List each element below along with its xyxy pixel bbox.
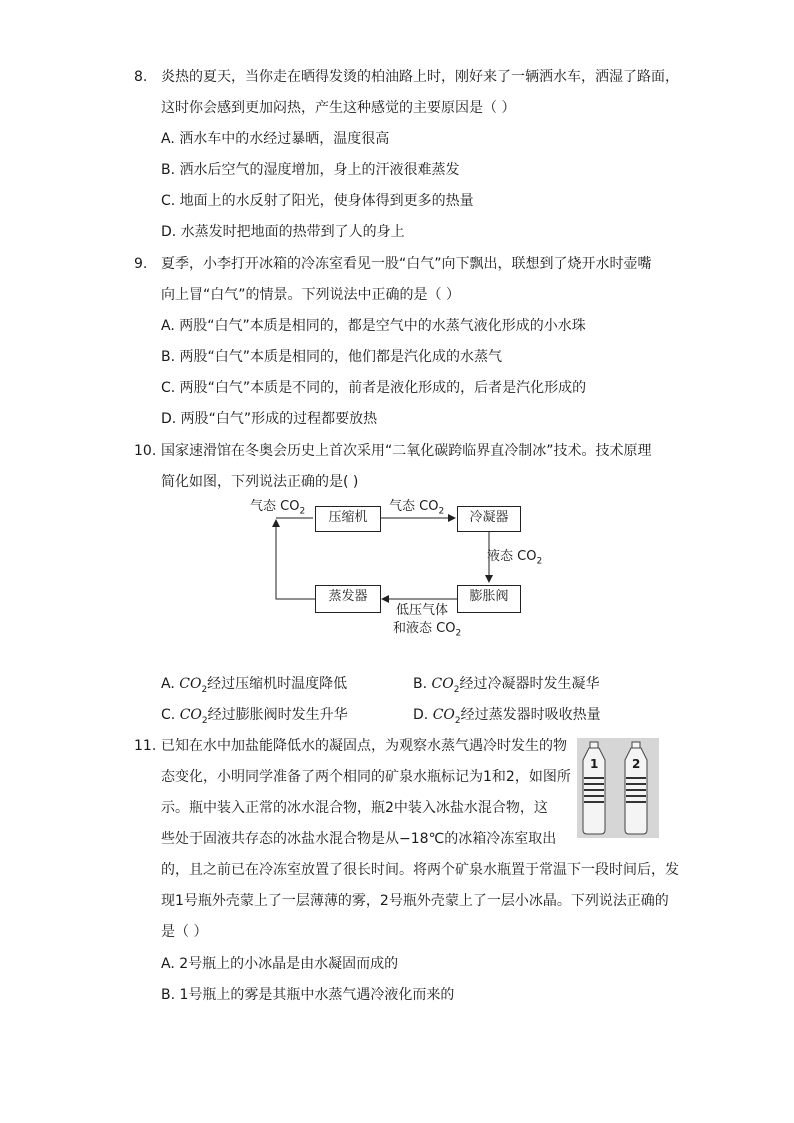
bottle-1: [583, 742, 605, 834]
condenser-box: 冷凝器: [457, 506, 521, 532]
question-8-option-b: B. 洒水后空气的湿度增加，身上的汗液很难蒸发: [161, 162, 460, 178]
question-10-option-b: B. $CO_2$经过冷凝器时发生凝华: [413, 676, 600, 695]
evaporator-box: 蒸发器: [315, 585, 381, 613]
bottles-drawing: [577, 738, 659, 838]
label-liquid-co2: 液态 $CO_2$: [487, 549, 543, 567]
question-9-stem-line1: 夏季，小李打开冰箱的冷冻室看见一股“白气”向下飘出，联想到了烧开水时壶嘴: [161, 256, 652, 272]
label-gaseous-co2: 气态 $CO_2$: [389, 499, 445, 517]
question-9-option-b: B. 两股“白气”本质是相同的，他们都是汽化成的水蒸气: [161, 349, 503, 365]
question-8-option-a: A. 洒水车中的水经过暴晒，温度很高: [161, 131, 390, 147]
question-11-stem-line5: 的，且之前已在冷冻室放置了很长时间。将两个矿泉水瓶置于常温下一段时间后，发: [161, 862, 679, 878]
question-10-option-c: C. $CO_2$经过膨胀阀时发生升华: [161, 707, 348, 726]
question-11-option-a: A. 2号瓶上的小冰晶是由水凝固而成的: [161, 956, 399, 972]
question-9-option-d: D. 两股“白气”形成的过程都要放热: [161, 411, 378, 427]
question-8-option-c: C. 地面上的水反射了阳光，使身体得到更多的热量: [161, 193, 474, 209]
question-8-stem-line1: 炎热的夏天，当你走在晒得发烫的柏油路上时，刚好来了一辆洒水车，洒湿了路面，: [161, 69, 679, 85]
bottle-1-label: 1: [590, 757, 599, 771]
label-gaseous-co2-inlet: 气态 $CO_2$: [250, 499, 306, 517]
arrow-evaporator-to-compressor: [276, 520, 315, 599]
question-11-stem-line1: 已知在水中加盐能降低水的凝固点，为观察水蒸气遇冷时发生的物: [161, 738, 567, 754]
bottles-photo: [577, 738, 659, 838]
question-10-stem-line1: 国家速滑馆在冬奥会历史上首次采用“二氧化碳跨临界直冷制冰”技术。技术原理: [161, 443, 652, 459]
question-10-number: 10.: [134, 443, 157, 459]
question-10-option-a: A. $CO_2$经过压缩机时温度降低: [161, 676, 348, 695]
question-11-stem-line6: 现1号瓶外壳蒙上了一层薄薄的雾，2号瓶外壳蒙上了一层小冰晶。下列说法正确的: [161, 893, 669, 909]
question-10-stem-line2: 简化如图，下列说法正确的是( ): [161, 474, 359, 490]
expansion-valve-box: 膨胀阀: [457, 585, 521, 613]
question-8-number: 8.: [134, 69, 148, 85]
compressor-box: 压缩机: [315, 506, 381, 532]
question-11-stem-line3: 示。瓶中装入正常的冰水混合物，瓶2中装入冰盐水混合物，这: [161, 800, 548, 816]
question-10-option-d: D. $CO_2$经过蒸发器时吸收热量: [413, 707, 601, 726]
question-8-option-d: D. 水蒸发时把地面的热带到了人的身上: [161, 224, 405, 240]
question-9-stem-line2: 向上冒“白气”的情景。下列说法中正确的是（ ）: [161, 287, 460, 303]
question-11-stem-line4: 些处于固液共存态的冰盐水混合物是从−18℃的冰箱冷冻室取出: [161, 831, 557, 847]
bottle-2-label: 2: [632, 757, 641, 771]
question-9-option-c: C. 两股“白气”本质是不同的，前者是液化形成的，后者是汽化形成的: [161, 380, 587, 396]
label-low-pressure-gas: 低压气体: [396, 603, 449, 618]
question-9-option-a: A. 两股“白气”本质是相同的，都是空气中的水蒸气液化形成的小水珠: [161, 318, 586, 334]
question-9-number: 9.: [134, 256, 148, 272]
question-8-stem-line2: 这时你会感到更加闷热，产生这种感觉的主要原因是（ ）: [161, 100, 516, 116]
question-11-option-b: B. 1号瓶上的雾是其瓶中水蒸气遇冷液化而来的: [161, 987, 455, 1003]
question-11-stem-line7: 是（ ）: [161, 924, 208, 940]
question-11-number: 11.: [134, 738, 157, 754]
bottle-2: [625, 742, 647, 834]
question-11-stem-line2: 态变化，小明同学准备了两个相同的矿泉水瓶标记为1和2，如图所: [161, 769, 571, 785]
label-and-liquid-co2: 和液态 $CO_2$: [393, 621, 462, 639]
